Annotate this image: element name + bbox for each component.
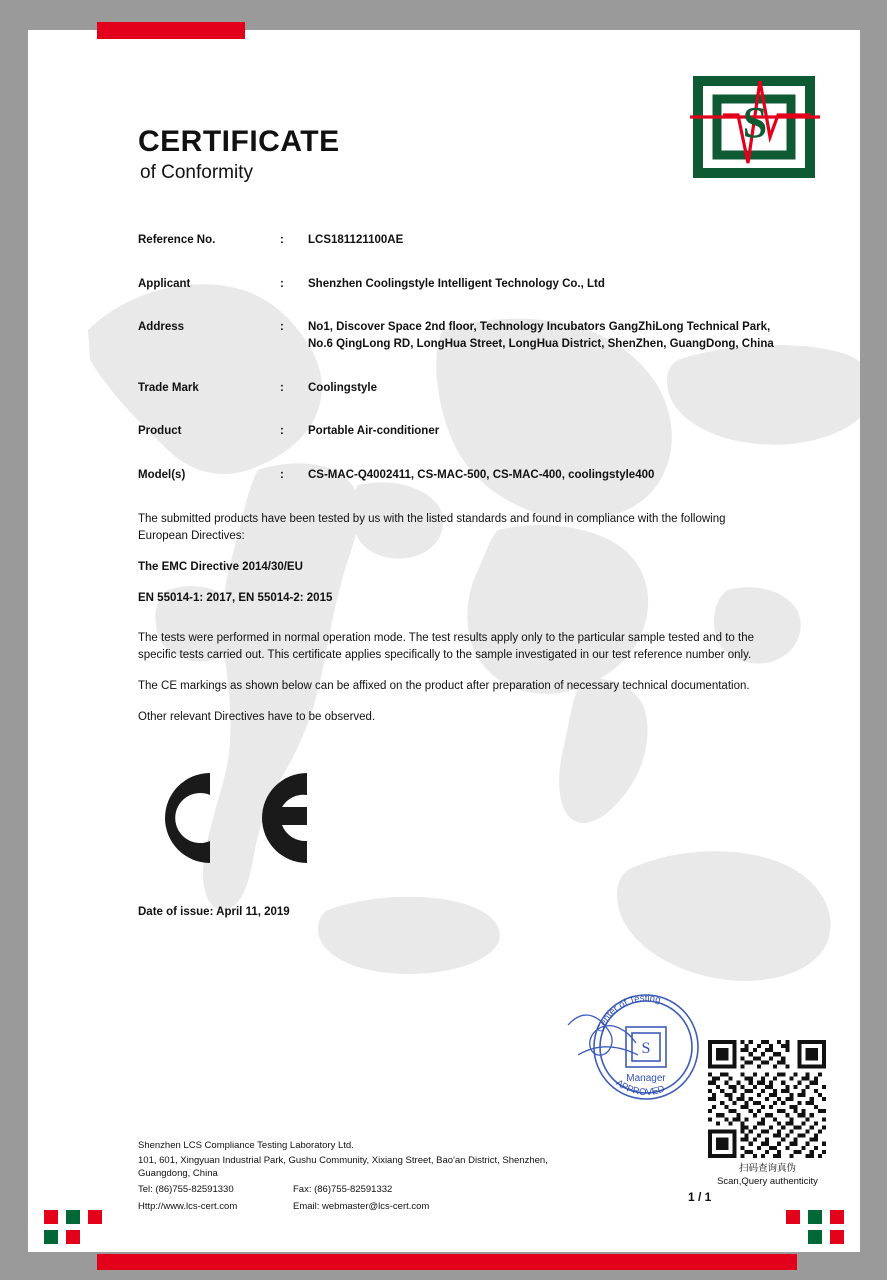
approval-stamp	[558, 985, 728, 1110]
field-value-product: Portable Air-conditioner	[308, 425, 440, 438]
qr-caption-en: Scan,Query authenticity	[717, 1175, 818, 1187]
footer-contact-row	[138, 1184, 698, 1197]
stamp-outer-top-text: Center of Testing	[594, 992, 662, 1034]
decoration-square	[808, 1230, 822, 1244]
field-colon: :	[280, 234, 284, 246]
decoration-square	[66, 1210, 80, 1224]
decoration-square	[830, 1230, 844, 1244]
decoration-top-bar	[97, 22, 245, 39]
footer-address-line1: 101, 601, Xingyuan Industrial Park, Gushu Community, Xixiang Street, Bao'an District, Shenzhen,	[138, 1154, 548, 1166]
stamp-outer-bottom-text: APPROVED	[613, 1077, 667, 1099]
field-colon: :	[280, 425, 284, 438]
field-label: Applicant	[138, 277, 191, 290]
field-colon: :	[280, 381, 284, 394]
decoration-square	[44, 1230, 58, 1244]
decoration-square	[44, 1210, 58, 1224]
stamp-manager-text: Manager	[626, 1073, 666, 1084]
field-colon: :	[280, 469, 284, 482]
qr-code[interactable]	[708, 1040, 826, 1158]
decoration-square	[830, 1210, 844, 1224]
ce-marking-text: The CE markings as shown below can be affixed on the product after preparation of necessary technical documentation.	[138, 680, 750, 693]
standards-text: EN 55014-1: 2017, EN 55014-2: 2015	[138, 592, 333, 605]
footer-tel: Tel: (86)755-82591330	[138, 1184, 234, 1196]
table-row	[138, 423, 778, 467]
footer	[138, 1140, 698, 1214]
decoration-square	[786, 1210, 800, 1224]
stamp-inner-text: S	[641, 1040, 651, 1057]
field-value-applicant: Shenzhen Coolingstyle Intelligent Technology Co., Ltd	[308, 277, 605, 290]
field-label: Product	[138, 425, 182, 438]
decoration-bottom-bar	[97, 1254, 797, 1270]
certificate-sheet	[28, 30, 860, 1252]
footer-web-row	[138, 1201, 698, 1214]
field-colon: :	[280, 321, 284, 334]
table-row	[138, 276, 778, 320]
date-of-issue: Date of issue: April 11, 2019	[138, 905, 290, 918]
other-directives-text: Other relevant Directives have to be observed.	[138, 711, 376, 724]
page-title: CERTIFICATE	[138, 125, 340, 158]
field-label: Reference No.	[138, 234, 216, 246]
qr-caption	[690, 1163, 845, 1189]
footer-email[interactable]: Email: webmaster@lcs-cert.com	[293, 1201, 430, 1213]
footer-company: Shenzhen LCS Compliance Testing Laboratory Ltd.	[138, 1140, 354, 1151]
qr-caption-cn: 扫码查询真伪	[738, 1163, 796, 1174]
table-row	[138, 467, 778, 511]
field-label: Model(s)	[138, 469, 186, 482]
decoration-square	[808, 1210, 822, 1224]
field-label: Address	[138, 321, 185, 334]
field-value-reference-no: LCS181121100AE	[308, 234, 404, 246]
decoration-square	[66, 1230, 80, 1244]
directive-text: The EMC Directive 2014/30/EU	[138, 561, 303, 574]
field-value-address: No1, Discover Space 2nd floor, Technology Incubators GangZhiLong Technical Park, No.6 QingLong RD, LongHua Street, LongHua District, ShenZhen, GuangDong, China	[308, 321, 774, 351]
field-value-models: CS-MAC-Q4002411, CS-MAC-500, CS-MAC-400, coolingstyle400	[308, 469, 655, 482]
field-value-trade-mark: Coolingstyle	[308, 381, 378, 394]
certificate-fields-table	[138, 232, 778, 511]
table-row	[138, 319, 778, 379]
svg-text:S: S	[742, 98, 768, 147]
tests-description-text: The tests were performed in normal operation mode. The test results apply only to the particular sample tested and to the specific tests carried out. This certificate applies specifically to the sample investigated in our test reference number only.	[138, 631, 755, 661]
footer-website[interactable]: Http://www.lcs-cert.com	[138, 1201, 238, 1213]
table-row	[138, 232, 778, 276]
field-colon: :	[280, 277, 284, 290]
certificate-content	[138, 125, 778, 918]
decoration-square	[88, 1210, 102, 1224]
table-row	[138, 380, 778, 424]
ce-mark-icon	[132, 763, 332, 873]
field-label: Trade Mark	[138, 381, 199, 394]
footer-address-line2: Guangdong, China	[138, 1167, 218, 1179]
page-subtitle: of Conformity	[140, 162, 253, 183]
page-number: 1 / 1	[688, 1190, 712, 1204]
compliance-intro-text: The submitted products have been tested by us with the listed standards and found in compliance with the following European Directives:	[138, 512, 726, 542]
footer-fax: Fax: (86)755-82591332	[293, 1184, 393, 1196]
